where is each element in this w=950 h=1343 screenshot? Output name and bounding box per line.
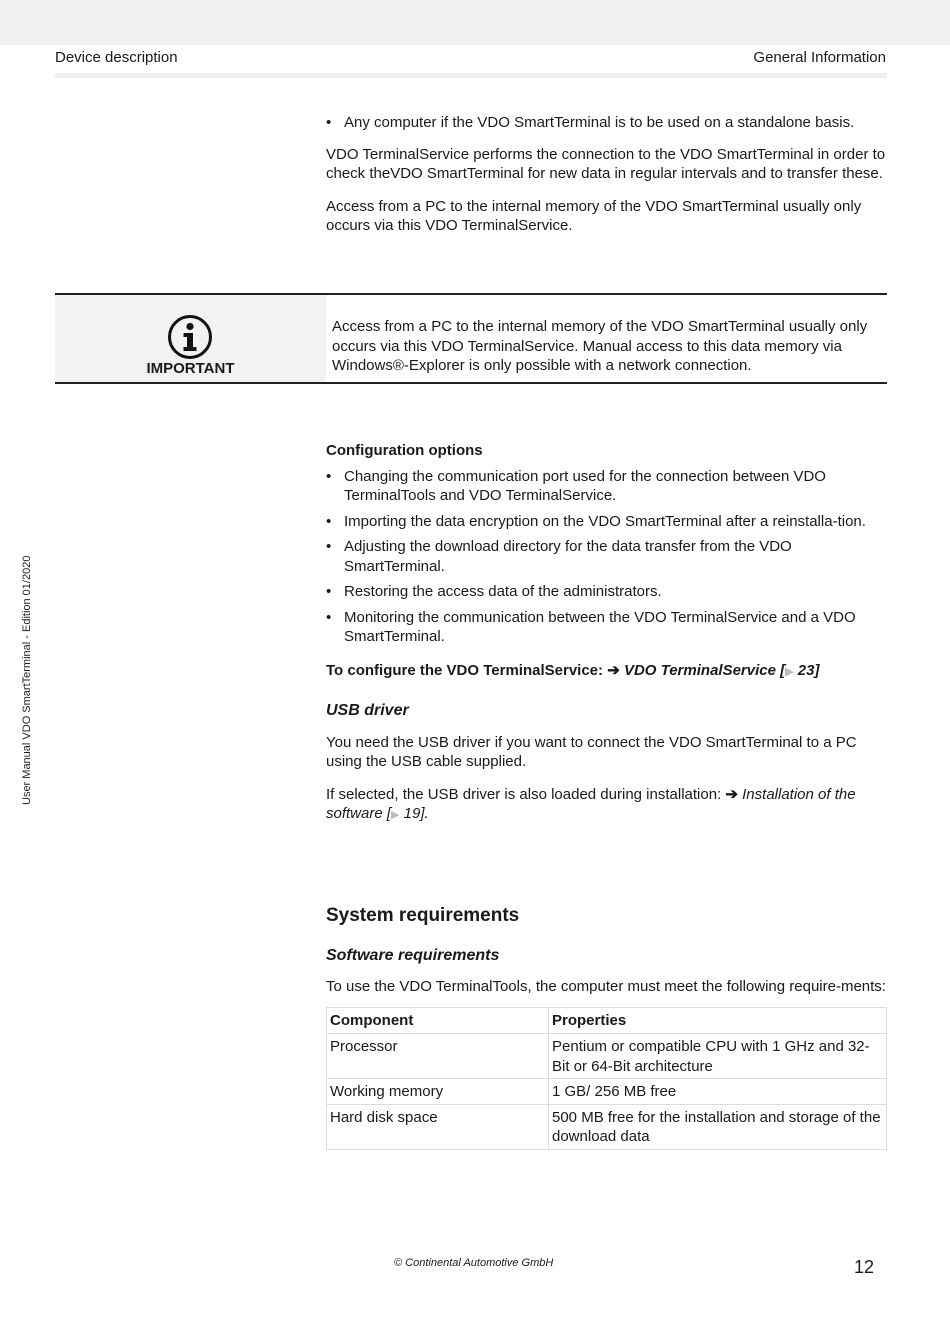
config-item: • Restoring the access data of the administrators. [326,582,887,602]
sidebar-edition-note: User Manual VDO SmartTerminal - Edition 01/2020 [21,555,33,805]
header-section-title: Device description [55,49,178,66]
table-row [327,1034,887,1079]
usb-paragraph-2: If selected, the USB driver is also loaded during installation: ➔ Installation of the software [▶ 19]. [326,785,856,822]
usb-heading: USB driver [326,702,409,719]
table-row [327,1104,887,1149]
important-label-panel [55,295,326,382]
page-number: 12 [853,1257,874,1277]
column-header: Component [327,1007,549,1034]
system-heading: System requirements [326,905,520,926]
info-icon [167,314,213,360]
config-item: • Monitoring the communication between the VDO TerminalService and a VDO SmartTerminal. [326,608,887,647]
arrow-right-icon: ➔ [607,661,620,679]
triangle-right-icon: ▶ [391,809,400,821]
intro-bullet: • Any computer if the VDO SmartTerminal is to be used on a standalone basis. [326,113,887,133]
footer-copyright: © Continental Automotive GmbH [394,1257,554,1269]
important-notice [55,293,887,384]
important-text: Access from a PC to the internal memory of the VDO SmartTerminal usually only occurs via this VDO TerminalService. Manual access to this data memory via Windows®-Explorer is only possible with a network connection. [332,318,868,374]
table-cell: 500 MB free for the installation and storage of the download data [549,1104,887,1149]
configure-link[interactable]: VDO TerminalService [▶ 23] [623,661,820,679]
intro-block [326,113,887,249]
table-cell: Processor [327,1034,549,1079]
arrow-right-icon: ➔ [725,785,738,803]
table-cell: Pentium or compatible CPU with 1 GHz and 32-Bit or 64-Bit architecture [549,1034,887,1079]
system-requirements-block [326,906,887,1150]
usb-paragraph-1: You need the USB driver if you want to connect the VDO SmartTerminal to a PC using the USB cable supplied. [326,733,857,770]
header-divider [55,73,887,78]
config-block [326,441,887,839]
intro-paragraph-2: Access from a PC to the internal memory of the VDO SmartTerminal usually only occurs via this VDO TerminalService. [326,197,862,234]
config-item: • Changing the communication port used for the connection between VDO TerminalTools and VDO TerminalService. [326,467,887,506]
header-chapter-title: General Information [753,49,886,66]
important-label: IMPORTANT [146,360,235,377]
table-cell: 1 GB/ 256 MB free [549,1079,887,1105]
configure-label: To configure the VDO TerminalService: [326,661,604,679]
table-header-row [327,1007,887,1034]
column-header: Properties [549,1007,887,1034]
configure-reference [326,661,887,683]
installation-link[interactable]: Installation of the software [▶ 19]. [326,785,856,822]
config-item: • Importing the data encryption on the VDO SmartTerminal after a reinstalla-tion. [326,512,887,532]
system-intro: To use the VDO TerminalTools, the computer must meet the following require-ments: [326,978,886,995]
table-cell: Working memory [327,1079,549,1105]
config-heading: Configuration options [326,442,483,459]
requirements-table [326,1007,887,1150]
intro-paragraph-1: VDO TerminalService performs the connection to the VDO SmartTerminal in order to check theVDO SmartTerminal for new data in regular intervals and to transfer these. [326,145,886,182]
table-cell: Hard disk space [327,1104,549,1149]
software-subheading: Software requirements [326,946,500,964]
table-row [327,1079,887,1105]
triangle-right-icon: ▶ [785,665,794,678]
config-item: • Adjusting the download directory for the data transfer from the VDO SmartTerminal. [326,537,887,576]
top-band [0,0,950,45]
